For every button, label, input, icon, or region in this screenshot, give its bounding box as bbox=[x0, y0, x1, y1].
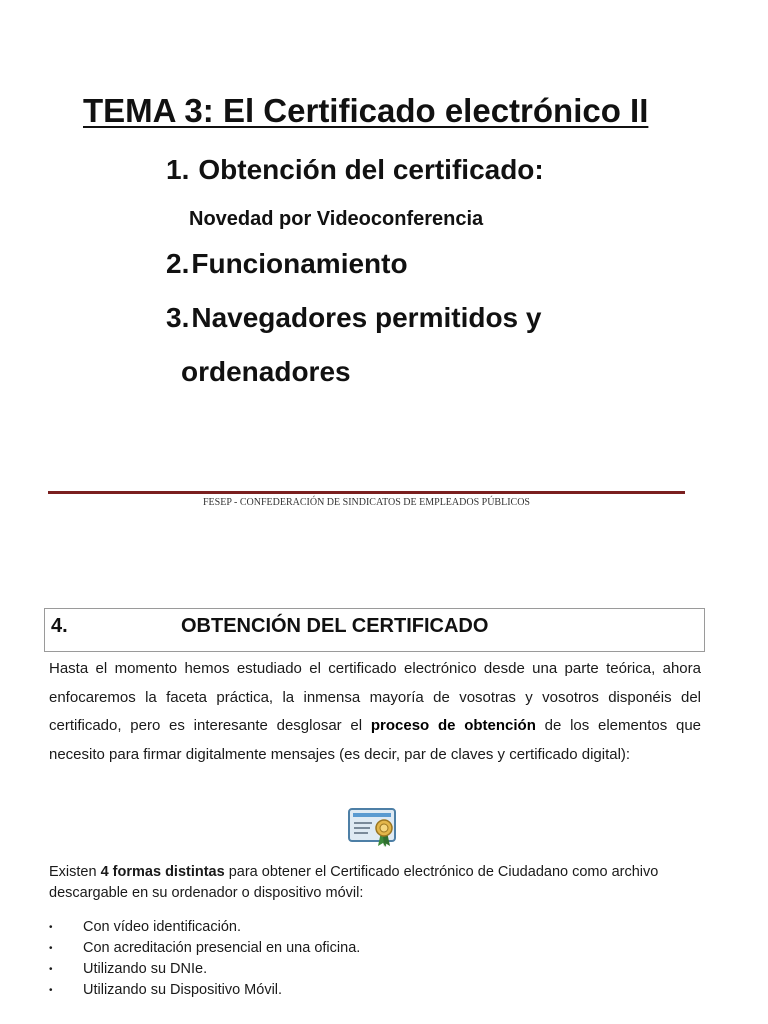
para-text: Hasta el momento hemos estudiado el certificado electrónico desde una parte teórica, ahora enfocaremos la faceta práctica, la inmensa mayoría de vosotras y vosotros disponéis del certificado, pero es interesante desglosar el bbox=[49, 660, 701, 734]
item-number: 2. bbox=[166, 248, 190, 279]
certificate-icon bbox=[348, 806, 400, 848]
para-bold: proceso de obtención bbox=[370, 717, 536, 734]
list-item bbox=[49, 959, 360, 980]
slide-title: TEMA 3: El Certificado electrónico II bbox=[83, 92, 649, 129]
methods-list bbox=[49, 917, 360, 1001]
list-item bbox=[49, 980, 360, 1001]
slide-item-3-continuation: ordenadores bbox=[181, 356, 351, 387]
para-text: de los elementos que necesito para firmar digitalmente mensajes (es decir, par de claves y certificado digital): bbox=[49, 717, 701, 763]
slide-item-3 bbox=[166, 302, 541, 334]
list-item-text: Con vídeo identificación. bbox=[83, 919, 241, 935]
para-bold: 4 formas distintas bbox=[100, 864, 225, 880]
item-text: Funcionamiento bbox=[191, 248, 408, 279]
slide-item-2 bbox=[166, 248, 408, 280]
list-item-text: Con acreditación presencial en una oficina. bbox=[83, 940, 361, 956]
forms-paragraph bbox=[49, 862, 709, 904]
list-item bbox=[49, 938, 360, 959]
bullet: • bbox=[49, 922, 53, 933]
item-text: Obtención del certificado: bbox=[198, 154, 544, 185]
section-title: OBTENCIÓN DEL CERTIFICADO bbox=[181, 615, 489, 637]
footer-organization: FESEP - CONFEDERACIÓN DE SINDICATOS DE EMPLEADOS PÚBLICOS bbox=[203, 497, 530, 508]
bullet: • bbox=[49, 964, 53, 975]
item-number: 1. bbox=[166, 154, 190, 185]
bullet: • bbox=[49, 985, 53, 996]
intro-paragraph bbox=[49, 655, 701, 769]
list-item bbox=[49, 917, 360, 938]
bullet: • bbox=[49, 943, 53, 954]
footer-divider bbox=[48, 491, 685, 494]
list-item-text: Utilizando su Dispositivo Móvil. bbox=[83, 982, 283, 998]
item-text: Navegadores permitidos y bbox=[191, 302, 542, 333]
item-number: 3. bbox=[166, 302, 190, 333]
para-text: Existen bbox=[49, 864, 101, 880]
slide-item-1 bbox=[166, 154, 544, 186]
section-number: 4. bbox=[51, 615, 68, 637]
para-text: para obtener el Certificado electrónico de Ciudadano como archivo descargable en su ordenador o dispositivo móvil: bbox=[49, 864, 659, 901]
slide-subitem: Novedad por Videoconferencia bbox=[189, 208, 484, 230]
list-item-text: Utilizando su DNIe. bbox=[83, 961, 208, 977]
